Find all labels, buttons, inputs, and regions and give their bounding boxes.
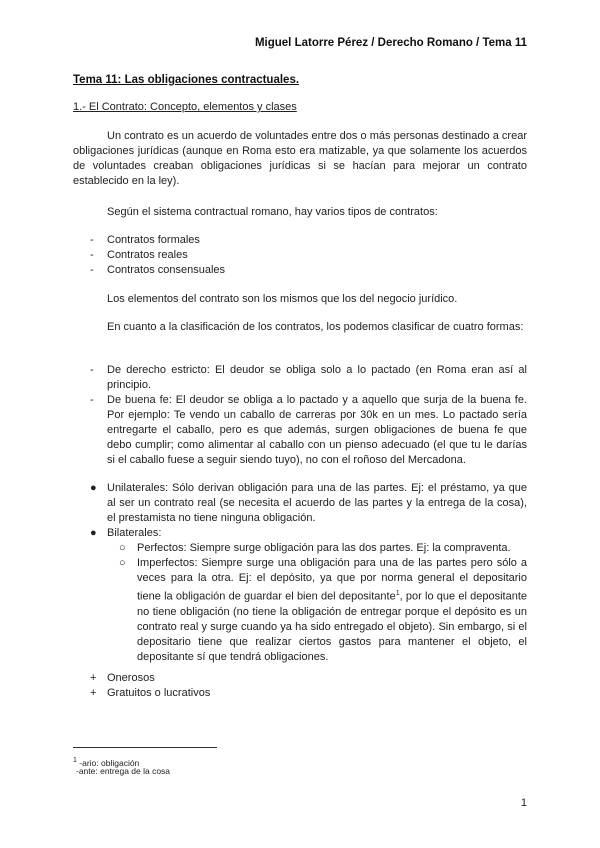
classification-bullet-list — [73, 481, 527, 665]
list-item: + Gratuitos o lucrativos — [90, 687, 211, 699]
classification-dash-list — [73, 363, 527, 468]
footnote-1: $^1$ -ario: obligación — [73, 757, 140, 768]
list-item: - Contratos reales — [90, 249, 188, 261]
list-item: ● Unilaterales: Sólo derivan obligación para una de las partes. Ej: el préstamo, ya que al ser un contrato real (se necesita el acuerdo de las partes y la entrega de la cosa), el prestamista no tiene ninguna obligación. — [90, 482, 527, 524]
list-item: ● Bilaterales: ○ Perfectos: Siempre surge obligación para las dos partes. Ej: la compraventa. ○ Imperfectos: Siempre surge una obligación para una de las partes pero sólo a veces para la otra. Ej: el depósito, ya que por norma general el depositario tiene la obligación de guardar el bien del depositante$^1$, por lo que el depositante no tiene obligación (no tiene la obligación de entregar porque el depósito es un contrato real y surge cuando ya ha sido entregado el objeto). Sin embargo, si el depositario tiene que realizar ciertos gastos para mantener el objeto, el depositante sí que tendrá obligaciones. — [90, 527, 527, 663]
section-heading: 1.- El Contrato: Concepto, elementos y clases — [73, 101, 297, 113]
page-number: 1 — [520, 797, 527, 809]
list-item: + Onerosos — [90, 672, 155, 684]
page-header: Miguel Latorre Pérez / Derecho Romano / Tema 11 — [254, 37, 527, 49]
list-item: ○ Perfectos: Siempre surge obligación para las dos partes. Ej: la compraventa. — [119, 542, 511, 554]
paragraph-types-intro: Según el sistema contractual romano, hay varios tipos de contratos: — [107, 206, 438, 218]
footnote-2: -ante: entrega de la cosa — [76, 766, 171, 776]
list-item: - Contratos formales — [90, 234, 200, 246]
footnote-separator — [73, 747, 217, 748]
list-item: - De buena fe: El deudor se obliga a lo pactado y a aquello que surja de la buena fe. Por ejemplo: Te vendo un caballo de carreras por 30k en un mes. Lo pactado sería entregarte el caballo, pero es que además, surgen obligaciones de buena fe que debo cumplir; como alimentar al caballo con un pienso adecuado (el que tu le darías si el caballo fuese a seguir siendo tuyo), no con el roñoso del Mercadona. — [90, 394, 527, 466]
footnote-ref[interactable]: 1 — [395, 590, 400, 597]
list-item: - Contratos consensuales — [90, 264, 226, 276]
document-title: Tema 11: Las obligaciones contractuales. — [73, 74, 300, 86]
list-item: ○ Imperfectos: Siempre surge una obligación para una de las partes pero sólo a veces para la otra. Ej: el depósito, ya que por norma general el depositario tiene la obligación de guardar el bien del depositante$^1$, por lo que el depositante no tiene obligación (no tiene la obligación de entregar porque el depósito es un contrato real y surge cuando ya ha sido entregado el objeto). Sin embargo, si el depositario tiene que realizar ciertos gastos para mantener el objeto, el depositante sí que tendrá obligaciones. — [119, 557, 527, 663]
paragraph-classification: En cuanto a la clasificación de los contratos, los podemos clasificar de cuatro formas: — [107, 321, 524, 333]
paragraph-elements: Los elementos del contrato son los mismos que los del negocio jurídico. — [107, 293, 458, 305]
onerous-list — [73, 671, 527, 701]
contract-types-list — [73, 233, 527, 278]
list-item: - De derecho estricto: El deudor se obliga solo a lo pactado (en Roma eran así al principio. — [90, 364, 527, 391]
bilateral-sublist — [107, 541, 527, 665]
paragraph-definition: Un contrato es un acuerdo de voluntades entre dos o más personas destinado a crear obligaciones jurídicas (aunque en Roma esto era matizable, ya que solamente los acuerdos de voluntades creaban obligaciones jurídicas si se hacían para mejorar un contrato establecido en la ley). — [73, 130, 527, 187]
